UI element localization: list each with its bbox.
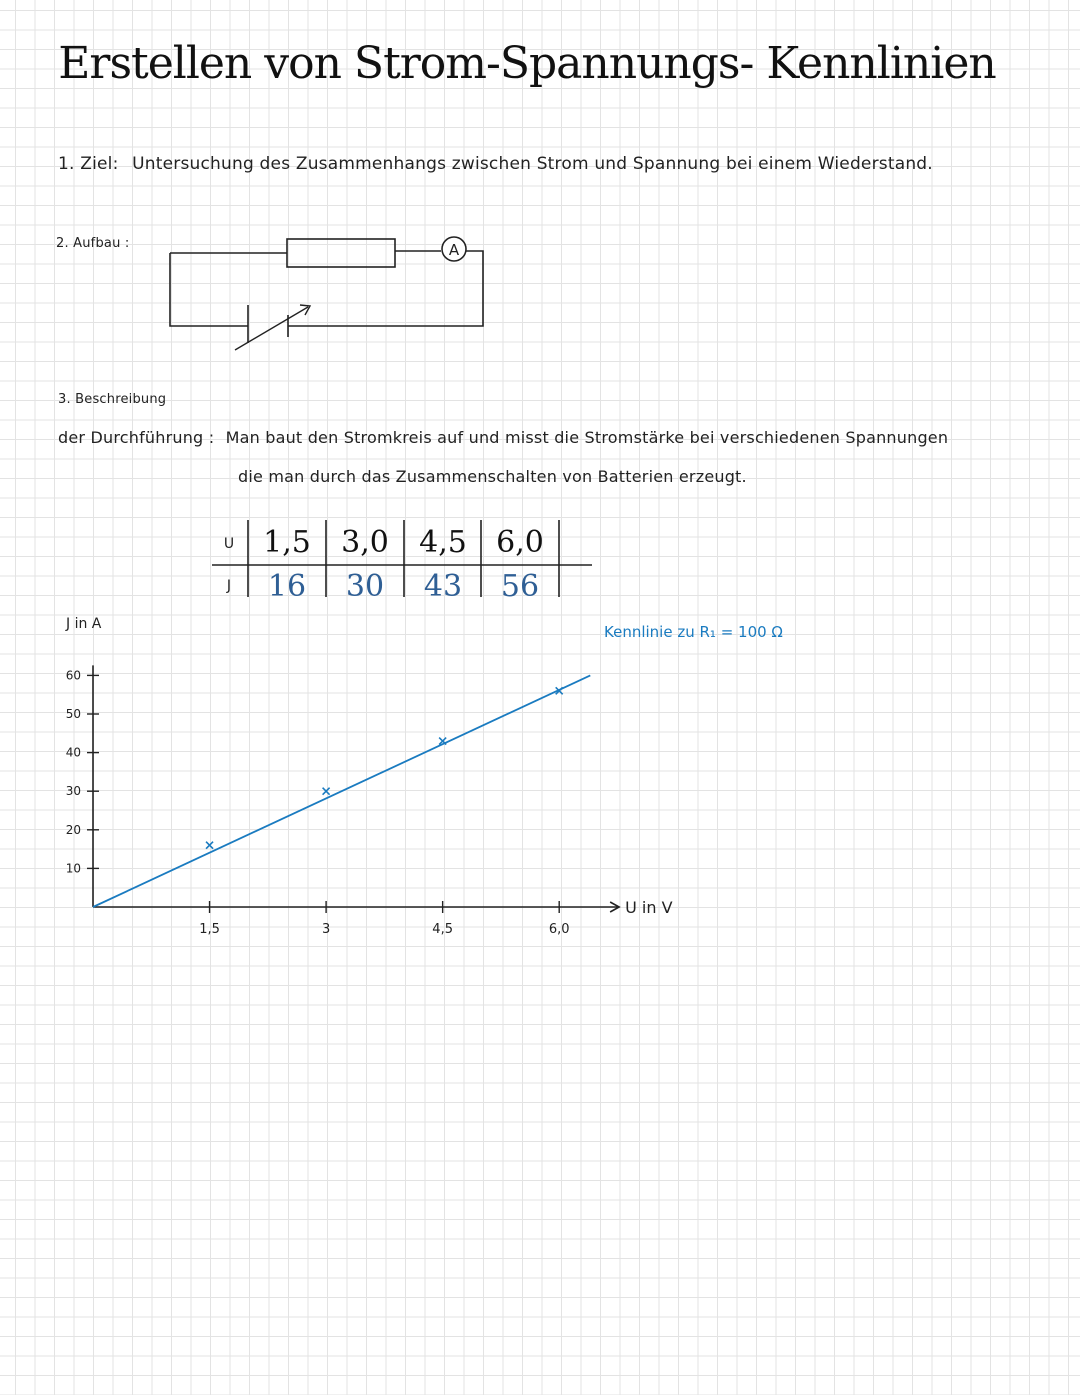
y-tick-label: 20 — [65, 822, 81, 837]
y-tick-label: 40 — [65, 745, 81, 760]
table-cell-j: 16 — [267, 569, 307, 604]
table-cell-u: 1,5 — [263, 525, 311, 560]
x-tick-label: 3 — [321, 922, 331, 937]
chart-y-axis-label: J in A — [66, 616, 102, 632]
table-cell-u: 3,0 — [341, 525, 389, 560]
page-title: Erstellen von Strom-Spannungs- Kennlinien — [58, 38, 996, 89]
table-cell-j: 43 — [423, 569, 463, 604]
beschreibung-label: 3. Beschreibung — [58, 392, 167, 407]
chart-points-group — [206, 687, 563, 848]
chart-fit-line — [93, 675, 590, 907]
chart-x-axis-label: U in V — [625, 898, 673, 917]
arrow-head-icon — [300, 305, 310, 315]
table-cell-u: 6,0 — [496, 525, 544, 560]
ziel-label: 1. Ziel: — [58, 154, 119, 174]
y-tick-label: 60 — [65, 668, 81, 683]
ziel-section — [58, 154, 933, 174]
beschreibung-line2: die man durch das Zusammenschalten von Batterien erzeugt. — [238, 467, 747, 486]
x-tick-label: 6,0 — [548, 922, 570, 937]
data-point — [323, 788, 330, 795]
table-row-label-j: J — [226, 578, 232, 594]
table-cell-u: 4,5 — [419, 525, 467, 560]
ziel-text: Untersuchung des Zusammenhangs zwischen Strom und Spannung bei einem Wiederstand. — [132, 154, 933, 174]
beschreibung-label2: der Durchführung : — [58, 428, 215, 447]
value-table — [200, 515, 600, 605]
kennlinie-chart — [0, 600, 820, 960]
beschreibung-line1-row — [58, 428, 948, 447]
circuit-wire-right — [288, 251, 483, 326]
y-tick-label: 30 — [65, 784, 81, 799]
y-ticks-group — [66, 668, 99, 875]
table-cell-j: 56 — [500, 569, 540, 604]
table-cell-j: 30 — [345, 569, 385, 604]
y-tick-label: 50 — [65, 707, 81, 721]
x-tick-label: 4,5 — [432, 922, 453, 937]
circuit-diagram — [160, 225, 500, 355]
chart-title: Kennlinie zu R₁ = 100 Ω — [604, 623, 783, 641]
x-tick-label: 1,5 — [199, 922, 220, 937]
data-point — [206, 842, 213, 849]
aufbau-label: 2. Aufbau : — [56, 236, 130, 251]
table-row-label-u: U — [223, 536, 235, 552]
ammeter-label: A — [448, 241, 460, 259]
beschreibung-line1: Man baut den Stromkreis auf und misst die Stromstärke bei verschiedenen Spannungen — [225, 428, 949, 447]
y-tick-label: 10 — [65, 861, 81, 876]
resistor-symbol — [287, 239, 395, 267]
variable-arrow-icon — [235, 307, 308, 350]
circuit-wire-left — [170, 253, 248, 326]
